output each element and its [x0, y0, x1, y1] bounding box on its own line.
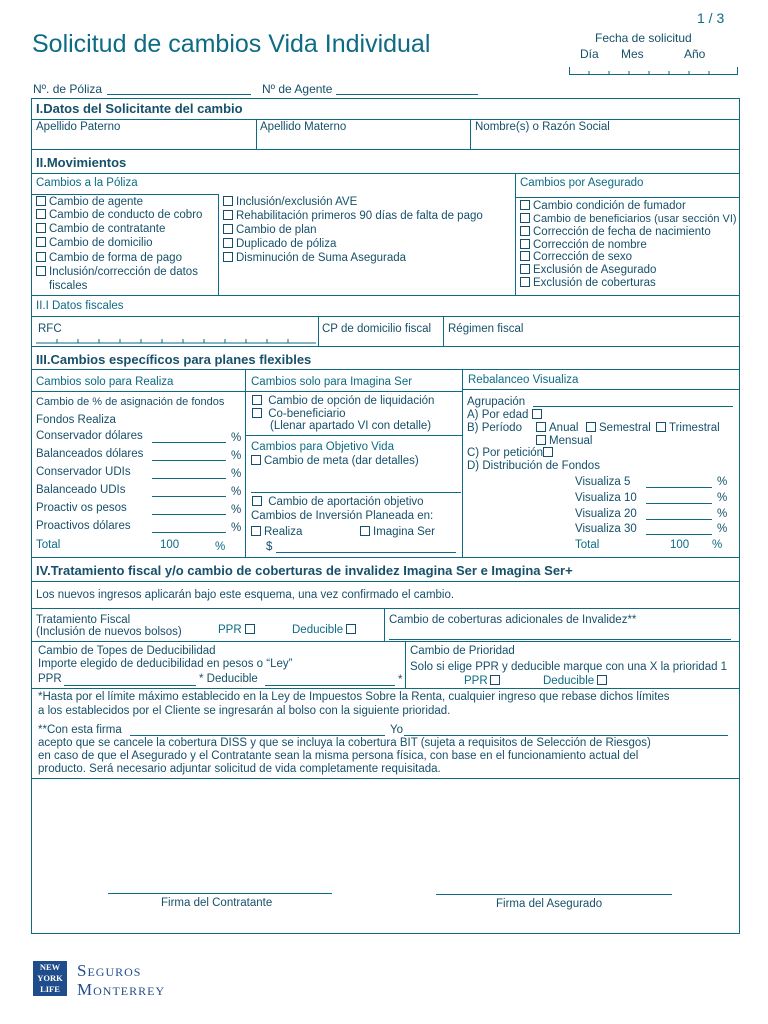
check-domicilio[interactable]: Cambio de domicilio [36, 237, 153, 250]
tratamiento-label: Tratamiento Fiscal [36, 614, 131, 626]
datos-fiscales-cont: fiscales [49, 280, 88, 292]
visualiza-row: Visualiza 5 [575, 476, 631, 488]
checkbox-icon[interactable] [251, 455, 261, 465]
visualiza-pct-input[interactable] [646, 487, 712, 488]
firma-asegurado-label: Firma del Asegurado [496, 898, 603, 910]
note-acepto-1: acepto que se cancele la cobertura DISS y que se incluya la cobertura BIT (sujeta a requisitos de Selección de Riesgos) [38, 737, 651, 749]
pct-sign: % [717, 508, 728, 520]
check-deducible[interactable]: Deducible [292, 624, 359, 637]
checkbox-icon[interactable] [252, 395, 262, 405]
checkbox-icon[interactable] [656, 422, 666, 432]
check-exclusion-asegurado[interactable]: Exclusión de Asegurado [520, 264, 656, 277]
checkbox-icon[interactable] [520, 200, 530, 210]
pct-sign: % [717, 476, 728, 488]
rebalanceo-head: Rebalanceo Visualiza [468, 374, 579, 386]
checkbox-icon[interactable] [520, 213, 530, 223]
datos-fiscales-head: II.I Datos fiscales [36, 300, 124, 312]
check-trimestral[interactable]: Trimestral [656, 422, 720, 435]
checkbox-icon[interactable] [36, 196, 46, 206]
checkbox-icon[interactable] [520, 226, 530, 236]
fecha-ticks [569, 67, 737, 75]
check-anual[interactable]: Anual [536, 422, 578, 435]
visualiza-row: Visualiza 30 [575, 523, 637, 535]
deducible-tope-input[interactable] [265, 685, 395, 686]
pct-sign: % [231, 522, 242, 534]
yo-label: Yo [390, 724, 404, 736]
meta-detalle-input[interactable] [251, 492, 461, 493]
dollar-sign: $ [266, 541, 273, 553]
checkbox-icon[interactable] [223, 224, 233, 234]
check-forma-pago[interactable]: Cambio de forma de pago [36, 252, 182, 265]
checkbox-icon[interactable] [252, 496, 262, 506]
check-cobeneficiario[interactable]: Co-beneficiario [252, 408, 346, 421]
checkbox-icon[interactable] [36, 252, 46, 262]
importe-label: Importe elegido de deducibilidad en pesos o “Ley” [38, 658, 293, 670]
agrupacion-input[interactable] [533, 406, 733, 407]
checkbox-icon[interactable] [252, 408, 262, 418]
checkbox-icon[interactable] [36, 237, 46, 247]
checkbox-icon[interactable] [223, 252, 233, 262]
objetivo-vida-head: Cambios para Objetivo Vida [251, 441, 394, 453]
firma-asegurado-line[interactable] [436, 894, 672, 895]
firma-contratante-line[interactable] [108, 893, 332, 894]
checkbox-icon[interactable] [520, 277, 530, 287]
poliza-input[interactable] [107, 94, 251, 95]
checkbox-icon[interactable] [543, 447, 553, 457]
firma-contratante-label: Firma del Contratante [161, 897, 273, 909]
prioridad-label: Cambio de Prioridad [410, 645, 515, 657]
visualiza-row: Visualiza 10 [575, 492, 637, 504]
checkbox-icon[interactable] [223, 196, 233, 206]
check-meta[interactable]: Cambio de meta (dar detalles) [251, 455, 419, 468]
asignacion-label: Cambio de % de asignación de fondos [36, 396, 225, 408]
check-datos-fiscales[interactable]: Inclusión/corrección de datos [36, 266, 198, 279]
check-cambio-agente[interactable]: Cambio de agente [36, 196, 143, 209]
visualiza-row: Visualiza 20 [575, 508, 637, 520]
visualiza-total-pct: % [712, 539, 723, 551]
checkbox-icon[interactable] [532, 409, 542, 419]
periodo-label: B) Período [467, 422, 522, 434]
prioridad-note: Solo si elige PPR y deducible marque con una X la prioridad 1 [410, 661, 728, 673]
section-2-title: II.Movimientos [36, 155, 127, 170]
check-rehabilitacion[interactable]: Rehabilitación primeros 90 días de falta de pago [223, 210, 483, 223]
pct-sign: % [231, 468, 242, 480]
deducible-tope-label: * Deducible [199, 673, 258, 685]
fondo-row: Balanceado UDIs [36, 484, 126, 496]
coberturas-input[interactable] [389, 639, 731, 640]
new-york-life-logo-icon: NEW YORK LIFE [33, 961, 67, 996]
visualiza-pct-input[interactable] [646, 534, 712, 535]
poliza-label: Nº. de Póliza [33, 82, 103, 96]
realiza-head: Cambios solo para Realiza [36, 376, 174, 388]
pct-sign: % [231, 432, 242, 444]
note-limite-1: *Hasta por el límite máximo establecido en la Ley de Impuestos Sobre la Renta, cualquier ingreso que rebase dichos límites [38, 691, 670, 703]
check-nombre[interactable]: Corrección de nombre [520, 239, 647, 252]
fondo-pct-input[interactable] [152, 514, 226, 515]
check-cambio-plan[interactable]: Cambio de plan [223, 224, 317, 237]
check-contratante[interactable]: Cambio de contratante [36, 223, 165, 236]
check-duplicado[interactable]: Duplicado de póliza [223, 238, 336, 251]
checkbox-icon[interactable] [36, 266, 46, 276]
fecha-anio: Año [684, 47, 706, 61]
section-4-intro: Los nuevos ingresos aplicarán bajo este esquema, una vez confirmado el cambio. [36, 589, 455, 601]
check-por-edad[interactable]: A) Por edad [467, 409, 545, 422]
checkbox-icon[interactable] [536, 435, 546, 445]
checkbox-icon[interactable] [360, 526, 370, 536]
note-acepto-2: en caso de que el Asegurado y el Contratante sean la misma persona física, con base en el funcionamiento actual del [38, 750, 639, 762]
agente-label: Nº de Agente [262, 82, 333, 96]
coberturas-label: Cambio de coberturas adicionales de Invalidez** [389, 614, 637, 626]
check-aportacion[interactable]: Cambio de aportación objetivo [252, 496, 424, 509]
fecha-label: Fecha de solicitud [595, 31, 692, 45]
brand-name: Seguros Monterrey [77, 961, 166, 999]
check-peticion[interactable]: C) Por petición [467, 447, 556, 460]
pct-sign: % [717, 523, 728, 535]
check-ave[interactable]: Inclusión/exclusión AVE [223, 196, 357, 209]
check-prioridad-ppr[interactable]: PPR [464, 675, 503, 688]
imagina-head: Cambios solo para Imagina Ser [251, 376, 413, 388]
visualiza-total-label: Total [575, 539, 600, 551]
nombre-label: Nombre(s) o Razón Social [475, 121, 610, 133]
check-exclusion-coberturas[interactable]: Exclusión de coberturas [520, 277, 656, 290]
fecha-dia: Día [580, 47, 599, 61]
note-limite-2: a los establecidos por el Cliente se ingresarán al bolso con la siguiente prioridad. [38, 705, 451, 717]
check-mensual[interactable]: Mensual [536, 435, 592, 448]
pct-sign: % [231, 486, 242, 498]
fondo-pct-input[interactable] [152, 532, 226, 533]
realiza-total-pct: % [215, 541, 226, 553]
checkbox-icon[interactable] [36, 223, 46, 233]
firma-nombre-input[interactable] [130, 735, 385, 736]
rfc-input[interactable] [36, 334, 316, 344]
check-ppr[interactable]: PPR [218, 624, 258, 637]
visualiza-total-value: 100 [670, 539, 690, 551]
check-semestral[interactable]: Semestral [586, 422, 651, 435]
visualiza-pct-input[interactable] [646, 503, 712, 504]
checkbox-icon[interactable] [520, 251, 530, 261]
fondo-pct-input[interactable] [152, 442, 226, 443]
rfc-label: RFC [38, 323, 62, 335]
apellido-paterno-label: Apellido Paterno [36, 121, 121, 133]
check-conducto-cobro[interactable]: Cambio de conducto de cobro [36, 209, 202, 222]
checkbox-icon[interactable] [597, 675, 607, 685]
pct-sign: % [231, 504, 242, 516]
distribucion-label: D) Distribución de Fondos [467, 460, 600, 472]
con-esta-firma-label: **Con esta firma [38, 724, 122, 736]
check-inv-imagina[interactable]: Imagina Ser [360, 526, 435, 539]
fondos-realiza-label: Fondos Realiza [36, 414, 116, 426]
checkbox-icon[interactable] [520, 239, 530, 249]
fondo-row: Balanceados dólares [36, 448, 144, 460]
ppr-tope-input[interactable] [64, 685, 196, 686]
check-liquidacion[interactable]: Cambio de opción de liquidación [252, 395, 434, 408]
cp-label: CP de domicilio fiscal [322, 323, 432, 335]
section-1-title: I.Datos del Solicitante del cambio [36, 101, 243, 116]
fondo-row: Conservador dólares [36, 430, 143, 442]
apellido-materno-label: Apellido Materno [260, 121, 347, 133]
realiza-total-value: 100 [160, 539, 180, 551]
fondo-pct-input[interactable] [152, 460, 226, 461]
checkbox-icon[interactable] [520, 264, 530, 274]
pct-sign: % [717, 492, 728, 504]
fecha-mes: Mes [621, 47, 644, 61]
checkbox-icon[interactable] [346, 624, 356, 634]
aportacion-monto-input[interactable] [276, 552, 456, 553]
asterisk: * [398, 674, 403, 686]
checkbox-icon[interactable] [245, 624, 255, 634]
regimen-label: Régimen fiscal [448, 323, 524, 335]
checkbox-icon[interactable] [586, 422, 596, 432]
cambios-asegurado-head: Cambios por Asegurado [520, 177, 644, 189]
check-disminucion[interactable]: Disminución de Suma Asegurada [223, 252, 406, 265]
section-3-title: III.Cambios específicos para planes flexibles [36, 352, 312, 367]
check-sexo[interactable]: Corrección de sexo [520, 251, 632, 264]
fondo-row: Proactiv os pesos [36, 502, 127, 514]
check-fecha-nacimiento[interactable]: Corrección de fecha de nacimiento [520, 226, 711, 239]
inversion-label: Cambios de Inversión Planeada en: [251, 510, 434, 522]
fondo-row: Conservador UDIs [36, 466, 131, 478]
checkbox-icon[interactable] [223, 210, 233, 220]
yo-input[interactable] [404, 735, 728, 736]
topes-label: Cambio de Topes de Deducibilidad [38, 645, 216, 657]
realiza-total-label: Total [36, 539, 61, 551]
checkbox-icon[interactable] [490, 675, 500, 685]
check-inv-realiza[interactable]: Realiza [251, 526, 302, 539]
page-title: Solicitud de cambios Vida Individual [32, 30, 431, 58]
llenar-note: (Llenar apartado VI con detalle) [270, 420, 432, 432]
fondo-pct-input[interactable] [152, 478, 226, 479]
checkbox-icon[interactable] [36, 209, 46, 219]
visualiza-pct-input[interactable] [646, 519, 712, 520]
note-acepto-3: producto. Será necesario adjuntar solicitud de vida completamente requisitada. [38, 763, 441, 775]
cambios-poliza-head: Cambios a la Póliza [36, 177, 138, 189]
checkbox-icon[interactable] [536, 422, 546, 432]
agente-input[interactable] [336, 94, 478, 95]
ppr-tope-label: PPR [38, 673, 62, 685]
check-fumador[interactable]: Cambio condición de fumador [520, 200, 686, 213]
section-4-title: IV.Tratamiento fiscal y/o cambio de coberturas de invalidez Imagina Ser e Imagina Ser+ [36, 563, 573, 578]
check-beneficiarios[interactable]: Cambio de beneficiarios (usar sección VI) [520, 213, 737, 226]
check-prioridad-deducible[interactable]: Deducible [543, 675, 610, 688]
agrupacion-label: Agrupación [467, 396, 526, 408]
pct-sign: % [231, 450, 242, 462]
checkbox-icon[interactable] [251, 526, 261, 536]
checkbox-icon[interactable] [223, 238, 233, 248]
page-number: 1 / 3 [697, 10, 725, 26]
tratamiento-sub: (Inclusión de nuevos bolsos) [36, 626, 182, 638]
fondo-pct-input[interactable] [152, 496, 226, 497]
fondo-row: Proactivos dólares [36, 520, 131, 532]
